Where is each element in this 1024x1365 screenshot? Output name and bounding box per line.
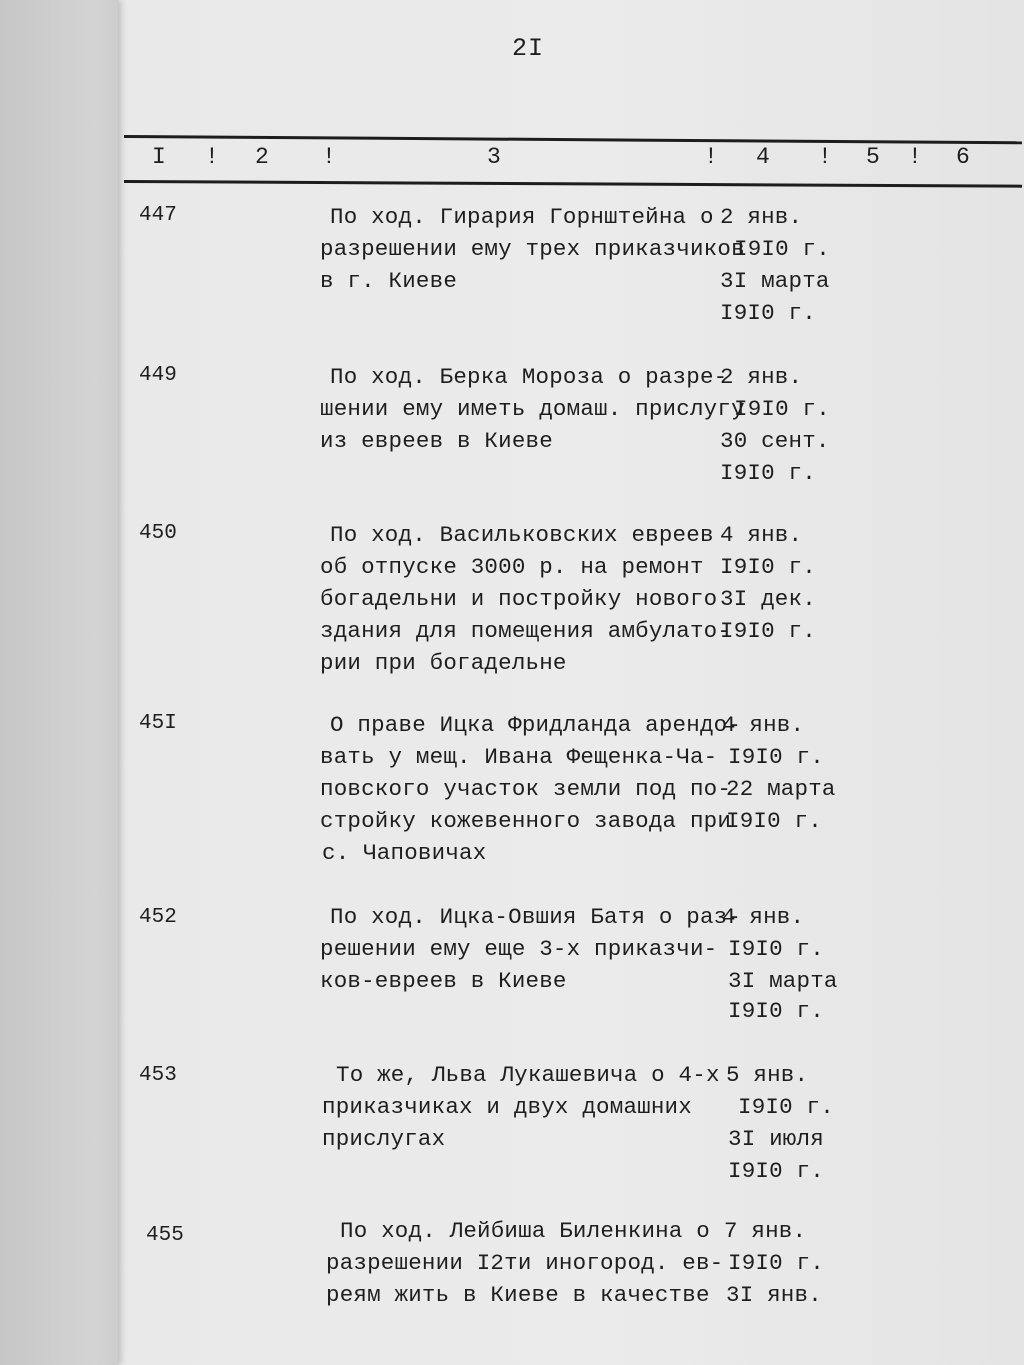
entry-description-line: По ход. Берка Мороза о разре- (330, 364, 728, 390)
entry-date-line: 4 янв. (722, 904, 805, 930)
entry-date-line: I9I0 г. (738, 1094, 834, 1120)
entry-description-line: шении ему иметь домаш. прислугу (320, 396, 745, 422)
entry-description-line: То же, Льва Лукашевича о 4-х (336, 1062, 720, 1088)
entry-date-line: 3I марта (720, 268, 830, 294)
entry-description-line: разрешении I2ти иногород. ев- (326, 1250, 724, 1276)
entry-date-line: I9I0 г. (720, 554, 816, 580)
previous-page-edge (0, 0, 118, 1365)
entry-description-line: О праве Ицка Фридланда арендо- (330, 712, 742, 738)
header-separator: ! (908, 144, 922, 170)
entry-number: 452 (139, 906, 177, 929)
entry-description-line: рии при богадельне (320, 650, 567, 676)
entry-date-line: 3I янв. (726, 1282, 822, 1308)
entry-description-line: По ход. Ицка-Овшия Батя о раз- (330, 904, 742, 930)
entry-date-line: I9I0 г. (734, 236, 830, 262)
entry-number: 455 (146, 1224, 184, 1247)
entry-number: 453 (139, 1064, 177, 1087)
entry-description-line: с. Чаповичах (322, 840, 487, 866)
entry-date-line: 7 янв. (724, 1218, 807, 1244)
entry-date-line: 22 марта (726, 776, 836, 802)
entry-description-line: По ход. Гирария Горнштейна о (330, 204, 714, 230)
entry-date-line: 3I июля (728, 1126, 824, 1152)
header-col-2: 2 (255, 144, 269, 170)
entry-number: 450 (139, 522, 177, 545)
entry-description-line: По ход. Васильковских евреев (330, 522, 714, 548)
header-col-6: 6 (956, 144, 970, 170)
entry-description-line: приказчиках и двух домашних (322, 1094, 692, 1120)
entry-description-line: разрешении ему трех приказчиков (320, 236, 745, 262)
table-header-rule (124, 180, 1022, 188)
header-separator: ! (205, 144, 219, 170)
entry-date-line: 4 янв. (722, 712, 805, 738)
entry-description-line: об отпуске 3000 р. на ремонт (320, 554, 704, 580)
header-col-3: 3 (487, 144, 501, 170)
header-col-5: 5 (866, 144, 880, 170)
entry-date-line: I9I0 г. (728, 744, 824, 770)
entry-description-line: По ход. Лейбиша Биленкина о (340, 1218, 710, 1244)
header-separator: ! (322, 144, 336, 170)
header-col-4: 4 (756, 144, 770, 170)
entry-date-line: 3I марта (728, 968, 838, 994)
entry-date-line: 2 янв. (720, 204, 803, 230)
entry-date-line: 30 сент. (720, 428, 830, 454)
entry-date-line: I9I0 г. (728, 998, 824, 1024)
header-separator: ! (704, 144, 718, 170)
entry-date-line: I9I0 г. (726, 808, 822, 834)
entry-date-line: I9I0 г. (734, 396, 830, 422)
header-col-1: I (152, 144, 166, 170)
entry-date-line: 2 янв. (720, 364, 803, 390)
entry-description-line: богадельни и постройку нового (320, 586, 718, 612)
page-number: 2I (512, 34, 545, 63)
entry-number: 447 (139, 204, 177, 227)
entry-date-line: I9I0 г. (720, 460, 816, 486)
entry-date-line: I9I0 г. (720, 300, 816, 326)
entry-number: 449 (139, 364, 177, 387)
entry-description-line: из евреев в Киеве (320, 428, 553, 454)
entry-description-line: решении ему еще 3-х приказчи- (320, 936, 718, 962)
entry-date-line: I9I0 г. (728, 1250, 824, 1276)
entry-date-line: 5 янв. (726, 1062, 809, 1088)
entry-date-line: I9I0 г. (728, 936, 824, 962)
entry-description-line: стройку кожевенного завода при (320, 808, 732, 834)
entry-number: 45I (139, 712, 177, 735)
entry-description-line: здания для помещения амбулато- (320, 618, 732, 644)
entry-date-line: 4 янв. (720, 522, 803, 548)
entry-description-line: вать у мещ. Ивана Фещенка-Ча- (320, 744, 718, 770)
table-top-rule (124, 135, 1022, 144)
header-separator: ! (818, 144, 832, 170)
entry-date-line: I9I0 г. (728, 1158, 824, 1184)
entry-date-line: 3I дек. (720, 586, 816, 612)
entry-description-line: прислугах (322, 1126, 446, 1152)
entry-description-line: повского участок земли под по- (320, 776, 732, 802)
entry-date-line: I9I0 г. (720, 618, 816, 644)
entry-description-line: реям жить в Киеве в качестве (326, 1282, 710, 1308)
entry-description-line: ков-евреев в Киеве (320, 968, 567, 994)
entry-description-line: в г. Киеве (320, 268, 458, 294)
